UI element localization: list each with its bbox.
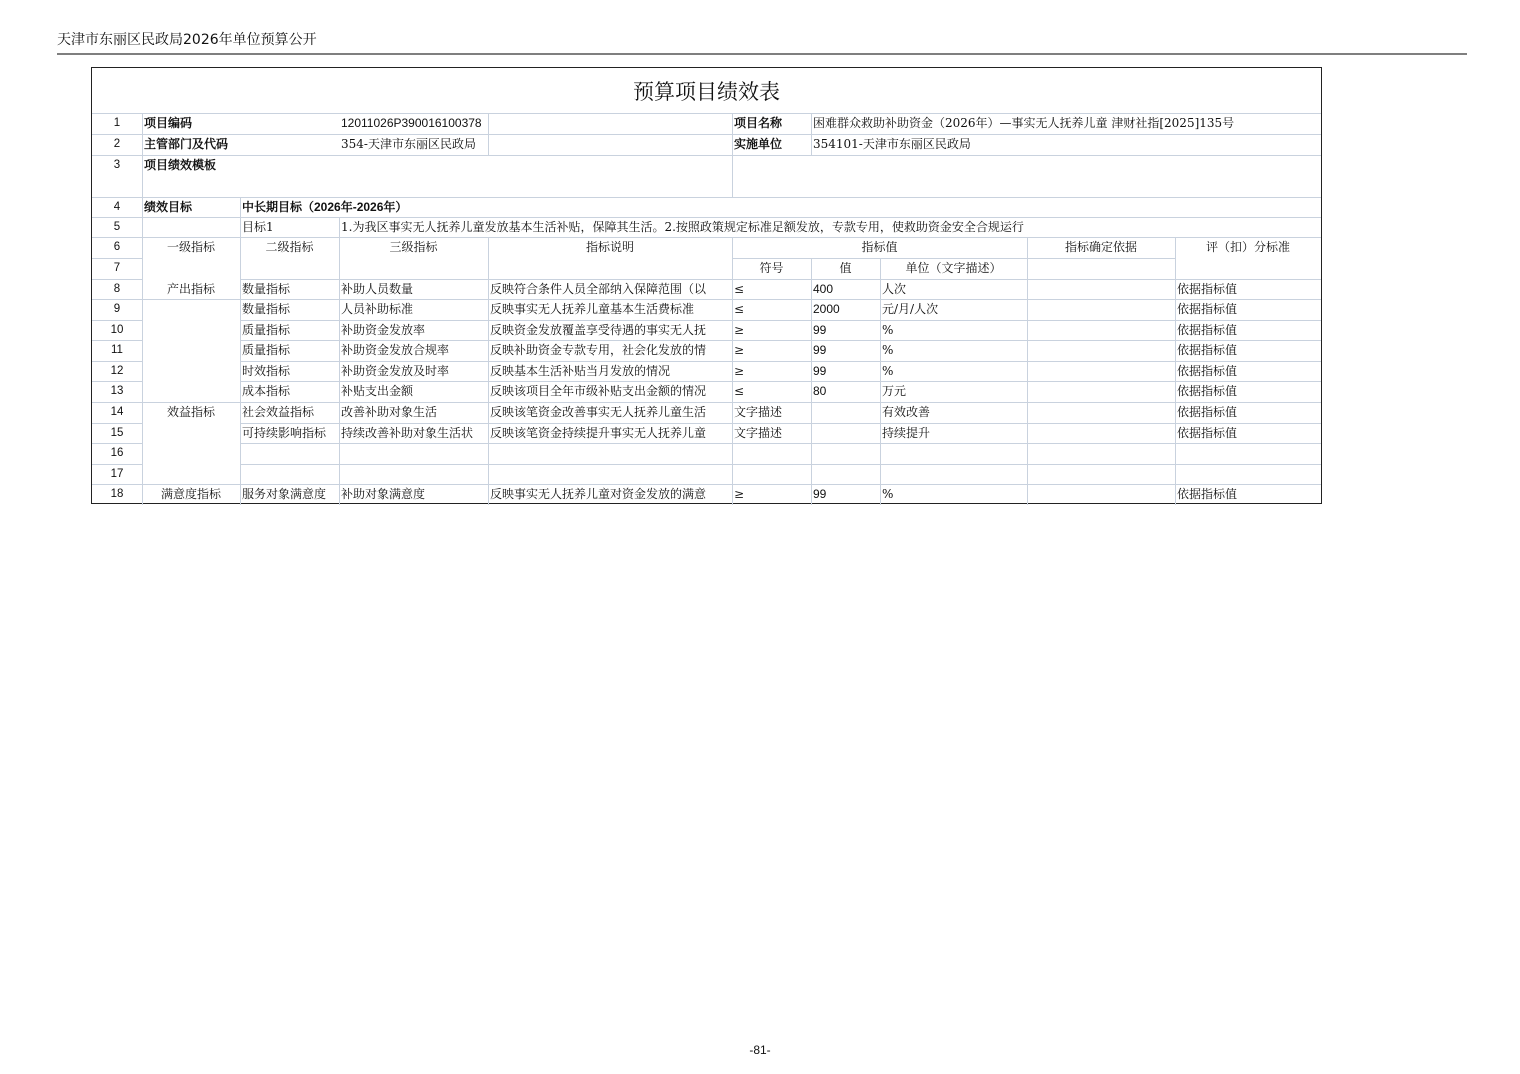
indicator-symbol: ≥ (734, 364, 745, 378)
header-basis: 指标确定依据 (1064, 240, 1137, 254)
indicator-scoring: 依据指标值 (1177, 282, 1238, 296)
indicator-level3: 补助资金发放率 (341, 323, 426, 337)
grid-line (92, 423, 142, 424)
indicator-scoring: 依据指标值 (1177, 487, 1238, 501)
indicator-unit: % (882, 364, 894, 378)
grid-line (240, 299, 1321, 300)
indicator-level3: 补贴支出金额 (341, 384, 414, 398)
indicator-level2: 时效指标 (242, 364, 291, 378)
table-title: 预算项目绩效表 (633, 80, 780, 104)
indicator-unit: 元/月/人次 (882, 302, 939, 316)
department-value: 354-天津市东丽区民政局 (341, 137, 476, 151)
row-number: 17 (110, 468, 124, 480)
indicator-level3: 持续改善补助对象生活状 (341, 426, 474, 440)
row-number: 6 (113, 241, 121, 253)
indicator-level2: 数量指标 (242, 282, 291, 296)
indicator-level2: 质量指标 (242, 343, 291, 357)
row-number: 7 (113, 262, 121, 274)
indicator-unit: 有效改善 (882, 405, 931, 419)
indicator-scoring: 依据指标值 (1177, 426, 1238, 440)
grid-line (880, 258, 881, 505)
grid-line (92, 464, 142, 465)
project-code-label: 项目编码 (144, 116, 193, 130)
performance-table (91, 67, 1322, 504)
header-level3: 三级指标 (389, 240, 438, 254)
indicator-scoring: 依据指标值 (1177, 343, 1238, 357)
grid-line (240, 402, 1321, 403)
indicator-level2: 成本指标 (242, 384, 291, 398)
row-number: 4 (113, 201, 121, 213)
indicator-symbol: 文字描述 (734, 426, 783, 440)
implementing-unit-value: 354101-天津市东丽区民政局 (813, 137, 971, 151)
grid-line (92, 361, 142, 362)
row-number: 12 (110, 365, 124, 377)
indicator-scoring: 依据指标值 (1177, 364, 1238, 378)
grid-line (142, 217, 240, 218)
row-number: 11 (111, 344, 123, 356)
grid-line (92, 237, 1321, 238)
indicator-value: 99 (813, 487, 827, 501)
indicator-level2: 可持续影响指标 (242, 426, 327, 440)
group-benefit-indicators: 效益指标 (166, 405, 215, 419)
group-satisfaction-indicators: 满意度指标 (160, 487, 221, 501)
grid-line (240, 340, 1321, 341)
grid-line (240, 361, 1321, 362)
row-number: 15 (110, 427, 124, 439)
grid-line (339, 217, 340, 505)
grid-line (1175, 237, 1176, 505)
indicator-symbol: ≤ (734, 302, 745, 316)
indicator-level2: 社会效益指标 (242, 405, 315, 419)
indicator-symbol: ≥ (734, 323, 745, 337)
grid-line (240, 443, 1321, 444)
row-number: 1 (113, 117, 121, 129)
indicator-unit: 持续提升 (882, 426, 931, 440)
indicator-scoring: 依据指标值 (1177, 323, 1238, 337)
indicator-level2: 数量指标 (242, 302, 291, 316)
indicator-unit: % (882, 487, 894, 501)
header-indicator-value: 指标值 (861, 240, 898, 254)
indicator-description: 反映符合条件人员全部纳入保障范围（以 (490, 282, 707, 296)
indicator-description: 反映该笔资金持续提升事实无人抚养儿童 (490, 426, 707, 440)
indicator-level3: 补助人员数量 (341, 282, 414, 296)
indicator-value: 80 (813, 384, 827, 398)
indicator-level3: 人员补助标准 (341, 302, 414, 316)
indicator-symbol: ≤ (734, 282, 745, 296)
grid-line (240, 279, 1321, 280)
header-divider (57, 53, 1467, 55)
indicator-symbol: 文字描述 (734, 405, 783, 419)
indicator-value: 400 (813, 282, 834, 296)
grid-line (1027, 237, 1028, 505)
grid-line (92, 340, 142, 341)
header-value: 值 (839, 261, 852, 275)
indicator-unit: 人次 (882, 282, 907, 296)
indicator-scoring: 依据指标值 (1177, 384, 1238, 398)
indicator-value: 99 (813, 364, 827, 378)
indicator-level3: 补助资金发放及时率 (341, 364, 450, 378)
project-name-label: 项目名称 (734, 116, 783, 130)
row-number: 3 (113, 159, 121, 171)
indicator-description: 反映该笔资金改善事实无人抚养儿童生活 (490, 405, 707, 419)
grid-line (142, 113, 143, 505)
row-number: 13 (110, 385, 124, 397)
row-number: 16 (110, 447, 124, 459)
row-number: 9 (113, 303, 121, 315)
grid-line (240, 197, 241, 505)
grid-line (732, 155, 733, 197)
grid-line (92, 320, 142, 321)
implementing-unit-label: 实施单位 (734, 137, 783, 151)
grid-line (92, 443, 142, 444)
header-level2: 二级指标 (265, 240, 314, 254)
indicator-value: 99 (813, 323, 827, 337)
indicator-level3: 补助对象满意度 (341, 487, 426, 501)
indicator-level2: 服务对象满意度 (242, 487, 327, 501)
row-number: 14 (110, 406, 124, 418)
indicator-description: 反映资金发放覆盖享受待遇的事实无人抚 (490, 323, 707, 337)
grid-line (240, 217, 1321, 218)
indicator-symbol: ≥ (734, 487, 745, 501)
grid-line (488, 237, 489, 505)
grid-line (240, 464, 1321, 465)
row-number: 5 (113, 221, 121, 233)
grid-line (92, 134, 1321, 135)
grid-line (240, 381, 1321, 382)
target-text: 1.为我区事实无人抚养儿童发放基本生活补贴，保障其生活。2.按照政策规定标准足额发放，专款专用，使救助资金安全合规运行 (341, 220, 1024, 234)
indicator-unit: 万元 (882, 384, 907, 398)
grid-line (732, 113, 733, 155)
page-number: -81- (749, 1043, 771, 1057)
project-code-value: 12011026P390016100378 (341, 116, 482, 130)
indicator-description: 反映该项目全年市级补贴支出金额的情况 (490, 384, 707, 398)
midterm-goal-label: 中长期目标（2026年-2026年） (242, 200, 408, 214)
header-symbol: 符号 (759, 261, 784, 275)
header-scoring: 评（扣）分标准 (1205, 240, 1290, 254)
grid-line (732, 237, 733, 505)
title-bottom-line (92, 113, 1321, 114)
indicator-value: 99 (813, 343, 827, 357)
grid-line (240, 423, 1321, 424)
grid-line (142, 402, 240, 403)
indicator-value: 2000 (813, 302, 840, 316)
target-label: 目标1 (242, 220, 274, 234)
grid-line (92, 279, 142, 280)
performance-goal-label: 绩效目标 (144, 200, 193, 214)
header-description: 指标说明 (585, 240, 634, 254)
indicator-level3: 改善补助对象生活 (341, 405, 438, 419)
grid-line (811, 113, 812, 155)
grid-line (811, 258, 812, 505)
document-header-title: 天津市东丽区民政局2026年单位预算公开 (57, 32, 317, 48)
grid-line (142, 299, 240, 300)
grid-line (92, 484, 1321, 485)
row-number: 2 (113, 138, 121, 150)
grid-line (142, 197, 732, 198)
indicator-description: 反映补助资金专款专用，社会化发放的情 (490, 343, 707, 357)
indicator-unit: % (882, 343, 894, 357)
header-unit: 单位（文字描述） (905, 261, 1002, 275)
grid-line (92, 299, 142, 300)
project-name-value: 困难群众救助补助资金（2026年）—事实无人抚养儿童 津财社指[2025]135号 (813, 116, 1235, 130)
grid-line (240, 320, 1321, 321)
indicator-description: 反映基本生活补贴当月发放的情况 (490, 364, 671, 378)
grid-line (92, 217, 142, 218)
grid-line (92, 402, 142, 403)
indicator-symbol: ≤ (734, 384, 745, 398)
indicator-description: 反映事实无人抚养儿童基本生活费标准 (490, 302, 695, 316)
grid-line (92, 381, 142, 382)
grid-line (732, 258, 1175, 259)
indicator-unit: % (882, 323, 894, 337)
grid-line (92, 258, 142, 259)
performance-template-label: 项目绩效模板 (144, 158, 217, 172)
indicator-symbol: ≥ (734, 343, 745, 357)
department-label: 主管部门及代码 (144, 137, 229, 151)
row-number: 10 (110, 324, 124, 336)
indicator-level2: 质量指标 (242, 323, 291, 337)
header-level1: 一级指标 (166, 240, 215, 254)
indicator-scoring: 依据指标值 (1177, 302, 1238, 316)
group-output-indicators: 产出指标 (166, 282, 215, 296)
row-number: 8 (113, 283, 121, 295)
indicator-level3: 补助资金发放合规率 (341, 343, 450, 357)
indicator-description: 反映事实无人抚养儿童对资金发放的满意 (490, 487, 707, 501)
row-number: 18 (110, 488, 124, 500)
indicator-scoring: 依据指标值 (1177, 405, 1238, 419)
